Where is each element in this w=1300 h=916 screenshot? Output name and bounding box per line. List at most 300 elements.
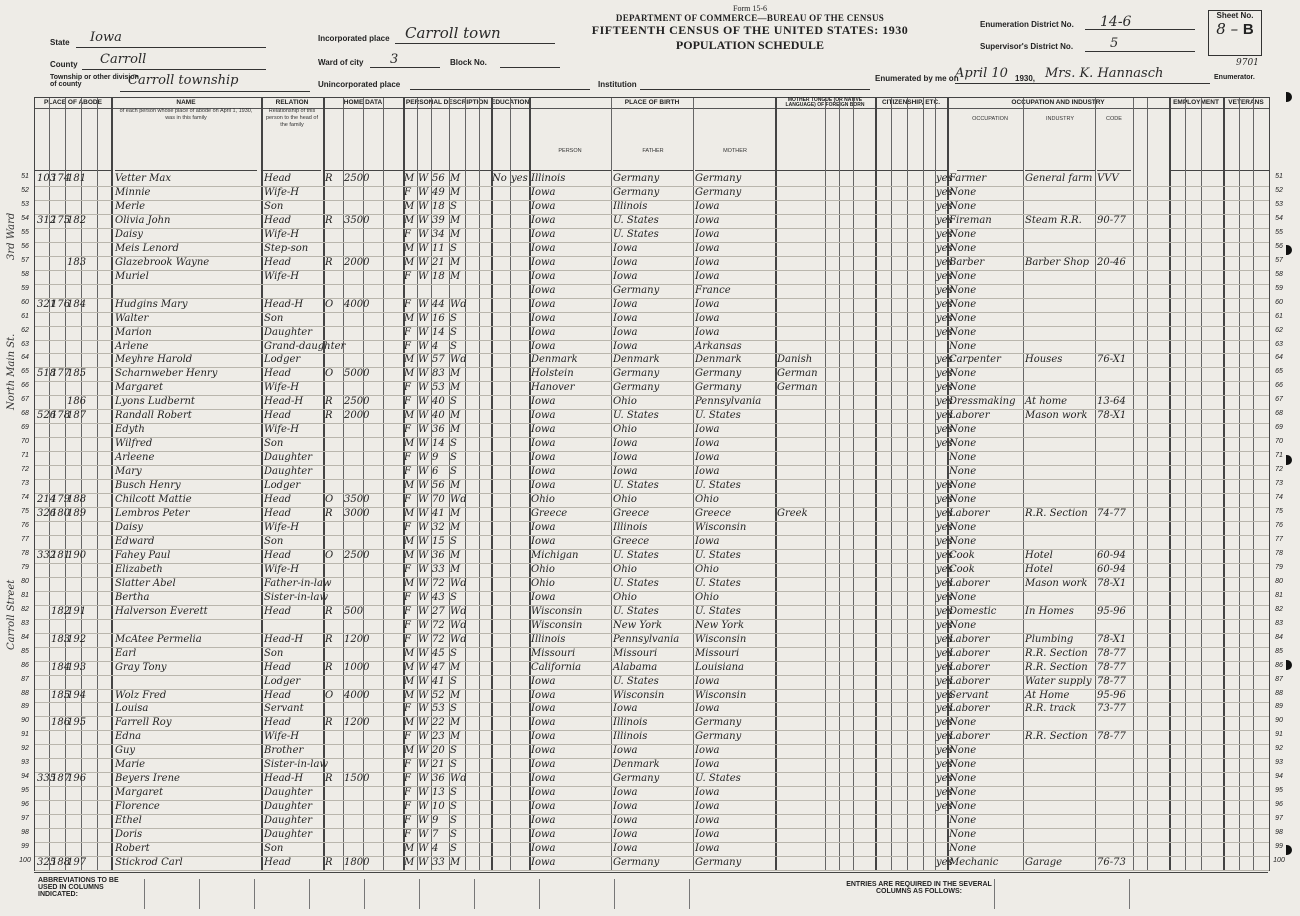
speaks-english: yes bbox=[936, 745, 953, 757]
birthplace-person: Denmark bbox=[531, 354, 578, 366]
birthplace-mother: Louisiana bbox=[695, 661, 744, 673]
table-row bbox=[21, 828, 1283, 843]
sex: F bbox=[404, 619, 411, 631]
race: W bbox=[418, 577, 429, 589]
birthplace-person: Iowa bbox=[531, 675, 556, 687]
county-value: Carroll bbox=[100, 52, 147, 67]
person-name: Wolz Fred bbox=[115, 689, 167, 701]
line-number: 93 bbox=[21, 759, 29, 767]
age: 22 bbox=[432, 717, 445, 729]
marital-status: Wd bbox=[450, 354, 467, 366]
sex: M bbox=[404, 200, 415, 212]
birthplace-mother: U. States bbox=[695, 773, 741, 785]
birthplace-person: Iowa bbox=[531, 424, 556, 436]
race: W bbox=[418, 549, 429, 561]
birthplace-mother: Ohio bbox=[695, 494, 719, 506]
sex: F bbox=[404, 633, 411, 645]
line-number-right: 82 bbox=[1275, 605, 1283, 613]
sex: F bbox=[404, 326, 411, 338]
age: 72 bbox=[432, 619, 445, 631]
birthplace-mother: Iowa bbox=[695, 256, 720, 268]
birthplace-mother: U. States bbox=[695, 480, 741, 492]
person-name: Margaret bbox=[115, 382, 164, 394]
line-number: 67 bbox=[21, 396, 29, 404]
race: W bbox=[418, 242, 429, 254]
birthplace-mother: Iowa bbox=[695, 200, 720, 212]
group-abode: PLACE OF ABODE bbox=[35, 98, 111, 109]
line-number-right: 63 bbox=[1275, 340, 1283, 348]
age: 41 bbox=[432, 508, 445, 520]
line-number-right: 100 bbox=[1273, 857, 1285, 865]
birthplace-person: Iowa bbox=[531, 326, 556, 338]
industry-code: 74-77 bbox=[1097, 508, 1126, 520]
person-name: Randall Robert bbox=[115, 410, 192, 422]
table-row bbox=[21, 298, 1283, 313]
sex: F bbox=[404, 591, 411, 603]
line-number: 100 bbox=[19, 857, 31, 865]
marital-status: S bbox=[450, 396, 457, 408]
line-number: 85 bbox=[21, 647, 29, 655]
industry-code: 60-94 bbox=[1097, 549, 1126, 561]
mother-tongue: Danish bbox=[777, 354, 813, 366]
visit-number: 181 bbox=[67, 173, 87, 184]
county-line bbox=[82, 69, 266, 70]
age: 36 bbox=[432, 773, 445, 785]
home-value: 5000 bbox=[344, 368, 370, 380]
home-value: 2500 bbox=[344, 549, 370, 561]
side-note-street: North Main St. bbox=[6, 333, 17, 410]
person-name: Guy bbox=[115, 745, 136, 757]
person-name: Walter bbox=[115, 312, 149, 324]
table-row bbox=[21, 479, 1283, 494]
line-number: 92 bbox=[21, 745, 29, 753]
sex: M bbox=[404, 577, 415, 589]
relation: Wife-H bbox=[264, 563, 300, 575]
speaks-english: yes bbox=[936, 759, 953, 771]
relation: Head-H bbox=[264, 773, 304, 785]
occupation: None bbox=[949, 480, 977, 492]
birthplace-mother: Iowa bbox=[695, 424, 720, 436]
family-number: 188 bbox=[51, 857, 71, 869]
age: 15 bbox=[432, 535, 445, 547]
sex: F bbox=[404, 703, 411, 715]
visit-number: 182 bbox=[67, 214, 87, 226]
birthplace-person: Iowa bbox=[531, 689, 556, 701]
industry-code: 76-X1 bbox=[1097, 354, 1127, 366]
dwelling-number: 103 bbox=[37, 173, 57, 184]
age: 57 bbox=[432, 354, 445, 366]
race: W bbox=[418, 829, 429, 841]
industry: R.R. Section bbox=[1025, 647, 1088, 659]
line-number-right: 60 bbox=[1275, 298, 1283, 306]
ward-line bbox=[370, 67, 440, 68]
race: W bbox=[418, 480, 429, 492]
table-row bbox=[21, 549, 1283, 564]
marital-status: M bbox=[450, 173, 461, 184]
birthplace-person: Iowa bbox=[531, 396, 556, 408]
marital-status: Wd bbox=[450, 298, 467, 310]
line-number-right: 65 bbox=[1275, 368, 1283, 376]
birthplace-person: Iowa bbox=[531, 312, 556, 324]
visit-number: 185 bbox=[67, 368, 87, 380]
industry-code: 78-X1 bbox=[1097, 633, 1127, 645]
sex: M bbox=[404, 173, 415, 184]
birthplace-mother: Germany bbox=[695, 382, 742, 394]
occupation: None bbox=[949, 717, 977, 729]
enumerated-label: Enumerated by me on bbox=[875, 74, 959, 83]
unincorporated-line bbox=[410, 89, 590, 90]
occupation: None bbox=[949, 591, 977, 603]
person-name: Muriel bbox=[115, 270, 149, 282]
footer-block bbox=[994, 879, 1128, 909]
sex: F bbox=[404, 466, 411, 478]
race: W bbox=[418, 675, 429, 687]
birthplace-person: Wisconsin bbox=[531, 605, 583, 617]
birthplace-person: Iowa bbox=[531, 214, 556, 226]
relation: Sister-in-law bbox=[264, 591, 329, 603]
marital-status: S bbox=[450, 787, 457, 799]
line-number-right: 55 bbox=[1275, 228, 1283, 236]
race: W bbox=[418, 689, 429, 701]
home-value: 3500 bbox=[344, 494, 370, 506]
sheet-label: Sheet No. bbox=[1216, 11, 1254, 20]
relation: Lodger bbox=[264, 675, 301, 687]
race: W bbox=[418, 535, 429, 547]
birthplace-father: Iowa bbox=[613, 703, 638, 715]
speaks-english: yes bbox=[936, 591, 953, 603]
line-number: 64 bbox=[21, 354, 29, 362]
table-row bbox=[21, 172, 1283, 187]
birthplace-father: U. States bbox=[613, 410, 659, 422]
age: 49 bbox=[432, 186, 445, 198]
birthplace-mother: Germany bbox=[695, 186, 742, 198]
sex: F bbox=[404, 522, 411, 533]
occupation: Servant bbox=[949, 689, 989, 701]
speaks-english: yes bbox=[936, 270, 953, 282]
industry: Barber Shop bbox=[1025, 256, 1090, 268]
relation: Head-H bbox=[264, 298, 304, 310]
age: 40 bbox=[432, 396, 445, 408]
table-row bbox=[21, 312, 1283, 327]
occupation: None bbox=[949, 438, 977, 450]
table-row bbox=[21, 535, 1283, 550]
relation: Head bbox=[264, 857, 292, 869]
sheet-number: 8 bbox=[1216, 20, 1226, 38]
person-name: Lembros Peter bbox=[115, 508, 190, 520]
supervisor-value: 5 bbox=[1110, 36, 1119, 51]
relation: Grand-daughter bbox=[264, 340, 346, 352]
sex: M bbox=[404, 508, 415, 520]
home-value: 1500 bbox=[344, 773, 370, 785]
relation: Daughter bbox=[264, 829, 312, 841]
industry: R.R. track bbox=[1025, 703, 1077, 715]
line-number-right: 93 bbox=[1275, 759, 1283, 767]
speaks-english: yes bbox=[936, 424, 953, 436]
occupation: None bbox=[949, 787, 977, 799]
line-number-right: 98 bbox=[1275, 829, 1283, 837]
race: W bbox=[418, 354, 429, 366]
relation: Son bbox=[264, 312, 284, 324]
relation: Son bbox=[264, 843, 284, 855]
age: 16 bbox=[432, 312, 445, 324]
family-number: 174 bbox=[51, 173, 71, 184]
speaks-english: yes bbox=[936, 563, 953, 575]
birthplace-father: Illinois bbox=[613, 731, 648, 743]
table-row bbox=[21, 228, 1283, 243]
visit-number: 192 bbox=[67, 633, 87, 645]
speaks-english: yes bbox=[936, 256, 953, 268]
sex: F bbox=[404, 298, 411, 310]
line-number: 99 bbox=[21, 843, 29, 851]
person-name: Daisy bbox=[115, 228, 143, 240]
enumerated-date: April 10 bbox=[955, 66, 1008, 81]
race: W bbox=[418, 186, 429, 198]
birthplace-person: Iowa bbox=[531, 731, 556, 743]
occupation: None bbox=[949, 298, 977, 310]
home-tenure: R bbox=[325, 508, 333, 520]
speaks-english: yes bbox=[936, 703, 953, 715]
birthplace-person: Iowa bbox=[531, 438, 556, 450]
birthplace-mother: Ohio bbox=[695, 563, 719, 575]
table-row bbox=[21, 633, 1283, 648]
group-personal: PERSONAL DESCRIPTION bbox=[403, 98, 491, 109]
occupation: None bbox=[949, 200, 977, 212]
relation: Daughter bbox=[264, 787, 312, 799]
speaks-english: yes bbox=[936, 186, 953, 198]
home-tenure: O bbox=[325, 689, 334, 701]
person-name: Vetter Max bbox=[115, 173, 171, 184]
birthplace-father: Iowa bbox=[613, 326, 638, 338]
speaks-english: yes bbox=[936, 675, 953, 687]
birthplace-mother: Pennsylvania bbox=[695, 396, 762, 408]
age: 53 bbox=[432, 703, 445, 715]
home-tenure: R bbox=[325, 661, 333, 673]
occupation: None bbox=[949, 424, 977, 436]
relation: Sister-in-law bbox=[264, 759, 329, 771]
sex: M bbox=[404, 410, 415, 422]
occupation: None bbox=[949, 228, 977, 240]
line-number: 53 bbox=[21, 200, 29, 208]
home-tenure: R bbox=[325, 214, 333, 226]
incorporated-value: Carroll town bbox=[405, 24, 501, 42]
line-number-right: 92 bbox=[1275, 745, 1283, 753]
person-name: Mary bbox=[115, 466, 142, 478]
home-tenure: O bbox=[325, 368, 334, 380]
table-row bbox=[21, 842, 1283, 857]
person-name: Bertha bbox=[115, 591, 150, 603]
enum-district-value: 14-6 bbox=[1100, 14, 1132, 30]
birthplace-person: Iowa bbox=[531, 298, 556, 310]
speaks-english: yes bbox=[936, 494, 953, 506]
birthplace-father: Ohio bbox=[613, 396, 637, 408]
line-number-right: 73 bbox=[1275, 480, 1283, 488]
birthplace-mother: U. States bbox=[695, 577, 741, 589]
line-number: 98 bbox=[21, 829, 29, 837]
age: 36 bbox=[432, 549, 445, 561]
birthplace-father: Iowa bbox=[613, 745, 638, 757]
industry: Hotel bbox=[1025, 563, 1053, 575]
block-line bbox=[500, 67, 560, 68]
marital-status: M bbox=[450, 522, 461, 533]
speaks-english: yes bbox=[936, 173, 953, 184]
line-number: 63 bbox=[21, 340, 29, 348]
line-number-right: 54 bbox=[1275, 214, 1283, 222]
line-number-right: 71 bbox=[1275, 452, 1283, 460]
home-tenure: R bbox=[325, 717, 333, 729]
birthplace-mother: Iowa bbox=[695, 759, 720, 771]
birthplace-father: Greece bbox=[613, 508, 650, 520]
township-value: Carroll township bbox=[128, 73, 239, 88]
relation: Wife-H bbox=[264, 186, 300, 198]
line-number-right: 52 bbox=[1275, 186, 1283, 194]
line-number-right: 94 bbox=[1275, 773, 1283, 781]
birthplace-mother: Iowa bbox=[695, 466, 720, 478]
birthplace-person: Iowa bbox=[531, 242, 556, 254]
enumerated-year: 1930, bbox=[1015, 74, 1036, 83]
population-table bbox=[19, 97, 1285, 871]
person-name: Hudgins Mary bbox=[115, 298, 188, 310]
marital-status: M bbox=[450, 549, 461, 561]
line-number: 71 bbox=[21, 452, 29, 460]
mother-tongue: German bbox=[777, 382, 818, 394]
sex: M bbox=[404, 242, 415, 254]
birthplace-mother: Germany bbox=[695, 717, 742, 729]
person-name: Florence bbox=[115, 801, 160, 813]
relation: Son bbox=[264, 647, 284, 659]
birthplace-mother: Wisconsin bbox=[695, 633, 747, 645]
person-name: Robert bbox=[115, 843, 150, 855]
incorporated-line bbox=[395, 43, 555, 44]
race: W bbox=[418, 633, 429, 645]
marital-status: M bbox=[450, 186, 461, 198]
birthplace-mother: Germany bbox=[695, 368, 742, 380]
line-number: 65 bbox=[21, 368, 29, 376]
table-row bbox=[21, 772, 1283, 787]
speaks-english: yes bbox=[936, 731, 953, 743]
race: W bbox=[418, 228, 429, 240]
speaks-english: yes bbox=[936, 549, 953, 561]
relation: Wife-H bbox=[264, 522, 300, 533]
line-number: 82 bbox=[21, 605, 29, 613]
person-name: Edna bbox=[115, 731, 142, 743]
industry-code: 78-77 bbox=[1097, 731, 1126, 743]
relation: Head bbox=[264, 605, 292, 617]
relation: Head bbox=[264, 173, 292, 184]
table-row bbox=[21, 256, 1283, 271]
line-number-right: 72 bbox=[1275, 466, 1283, 474]
line-number-right: 87 bbox=[1275, 675, 1283, 683]
birthplace-person: Hanover bbox=[531, 382, 575, 394]
speaks-english: yes bbox=[936, 647, 953, 659]
person-name: Arlene bbox=[115, 340, 149, 352]
birthplace-person: Iowa bbox=[531, 522, 556, 533]
table-row bbox=[21, 270, 1283, 285]
birthplace-person: Iowa bbox=[531, 759, 556, 771]
race: W bbox=[418, 424, 429, 436]
speaks-english: yes bbox=[936, 717, 953, 729]
industry: R.R. Section bbox=[1025, 731, 1088, 743]
marital-status: S bbox=[450, 801, 457, 813]
marital-status: S bbox=[450, 466, 457, 478]
sheet-side: B bbox=[1242, 21, 1254, 38]
supervisor-line bbox=[1085, 51, 1195, 52]
line-number: 57 bbox=[21, 256, 29, 264]
person-name: Elizabeth bbox=[115, 563, 163, 575]
race: W bbox=[418, 857, 429, 869]
occupation: None bbox=[949, 284, 977, 296]
footer-block bbox=[474, 879, 538, 909]
birthplace-father: Iowa bbox=[613, 256, 638, 268]
line-number-right: 68 bbox=[1275, 410, 1283, 418]
marital-status: S bbox=[450, 200, 457, 212]
birthplace-father: Ohio bbox=[613, 494, 637, 506]
table-row bbox=[21, 647, 1283, 662]
birthplace-mother: Iowa bbox=[695, 745, 720, 757]
relation: Wife-H bbox=[264, 424, 300, 436]
visit-number: 193 bbox=[67, 661, 87, 673]
group-home: HOME DATA bbox=[323, 98, 403, 109]
birthplace-person: Iowa bbox=[531, 466, 556, 478]
line-number: 72 bbox=[21, 466, 29, 474]
footer-block bbox=[614, 879, 688, 909]
race: W bbox=[418, 256, 429, 268]
home-value: 1000 bbox=[344, 661, 370, 673]
line-number-right: 96 bbox=[1275, 801, 1283, 809]
race: W bbox=[418, 396, 429, 408]
state-label: State bbox=[50, 38, 70, 47]
speaks-english: yes bbox=[936, 577, 953, 589]
stamp-number: 9701 bbox=[1236, 58, 1259, 68]
race: W bbox=[418, 661, 429, 673]
ward-value: 3 bbox=[390, 52, 399, 67]
birthplace-mother: Iowa bbox=[695, 829, 720, 841]
race: W bbox=[418, 759, 429, 771]
marital-status: S bbox=[450, 452, 457, 464]
race: W bbox=[418, 368, 429, 380]
age: 32 bbox=[432, 522, 445, 533]
relation: Head bbox=[264, 214, 292, 226]
enumerator-name: Mrs. K. Hannasch bbox=[1045, 66, 1164, 81]
table-row bbox=[21, 521, 1283, 536]
sex: M bbox=[404, 368, 415, 380]
table-row bbox=[21, 675, 1283, 690]
birthplace-person: Missouri bbox=[531, 647, 576, 659]
birthplace-father: Iowa bbox=[613, 312, 638, 324]
line-number-right: 75 bbox=[1275, 508, 1283, 516]
group-occupation: OCCUPATION AND INDUSTRY bbox=[947, 98, 1169, 109]
birthplace-mother: Iowa bbox=[695, 270, 720, 282]
birthplace-father: Iowa bbox=[613, 452, 638, 464]
industry: Mason work bbox=[1025, 577, 1088, 589]
line-number: 81 bbox=[21, 591, 29, 599]
age: 33 bbox=[432, 857, 445, 869]
sex: F bbox=[404, 424, 411, 436]
sex: F bbox=[404, 787, 411, 799]
birthplace-father: Iowa bbox=[613, 298, 638, 310]
birthplace-father: Denmark bbox=[613, 759, 660, 771]
marital-status: S bbox=[450, 647, 457, 659]
person-name: Daisy bbox=[115, 522, 143, 533]
line-number-right: 76 bbox=[1275, 522, 1283, 529]
line-number: 62 bbox=[21, 326, 29, 334]
birthplace-mother: Iowa bbox=[695, 326, 720, 338]
industry-code: VVV bbox=[1097, 173, 1119, 184]
race: W bbox=[418, 605, 429, 617]
birthplace-mother: Wisconsin bbox=[695, 522, 747, 533]
home-value: 2500 bbox=[344, 173, 370, 184]
occupation: None bbox=[949, 535, 977, 547]
birthplace-father: Ohio bbox=[613, 563, 637, 575]
